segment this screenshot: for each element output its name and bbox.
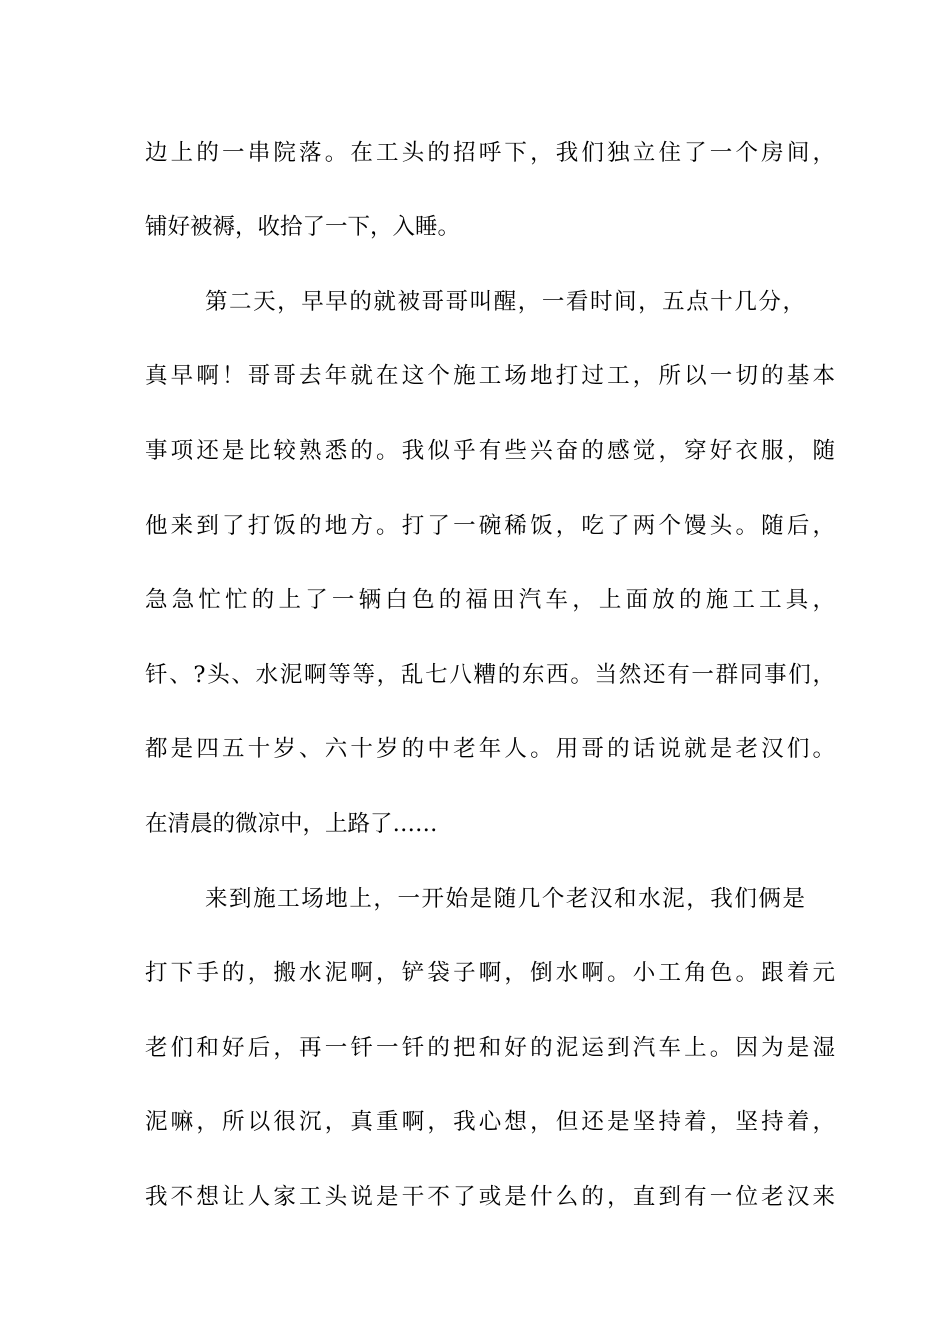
text-line: 老们和好后，再一钎一钎的把和好的泥运到汽车上。因为是湿 [145,1035,835,1061]
text-line: 打下手的，搬水泥啊，铲袋子啊，倒水啊。小工角色。跟着元 [145,960,835,986]
text-line: 泥嘛，所以很沉，真重啊，我心想，但还是坚持着，坚持着， [145,1109,835,1135]
text-line: 真早啊！哥哥去年就在这个施工场地打过工，所以一切的基本 [145,363,835,389]
text-line: 铺好被褥，收拾了一下，入睡。 [145,214,461,240]
text-line: 在清晨的微凉中，上路了…… [145,811,438,837]
text-line: 他来到了打饭的地方。打了一碗稀饭，吃了两个馒头。随后， [145,513,835,539]
text-line: 边上的一串院落。在工头的招呼下，我们独立住了一个房间， [145,140,835,166]
text-line: 急急忙忙的上了一辆白色的福田汽车，上面放的施工工具， [145,587,835,613]
text-line: 钎、?头、水泥啊等等，乱七八糟的东西。当然还有一群同事们， [145,662,835,688]
paragraph-start-line: 第二天，早早的就被哥哥叫醒，一看时间，五点十几分， [205,289,805,315]
text-line: 我不想让人家工头说是干不了或是什么的，直到有一位老汉来 [145,1184,835,1210]
text-line: 事项还是比较熟悉的。我似乎有些兴奋的感觉，穿好衣服，随 [145,438,835,464]
text-line: 都是四五十岁、六十岁的中老年人。用哥的话说就是老汉们。 [145,736,835,762]
paragraph-start-line: 来到施工场地上，一开始是随几个老汉和水泥，我们俩是 [205,886,805,912]
